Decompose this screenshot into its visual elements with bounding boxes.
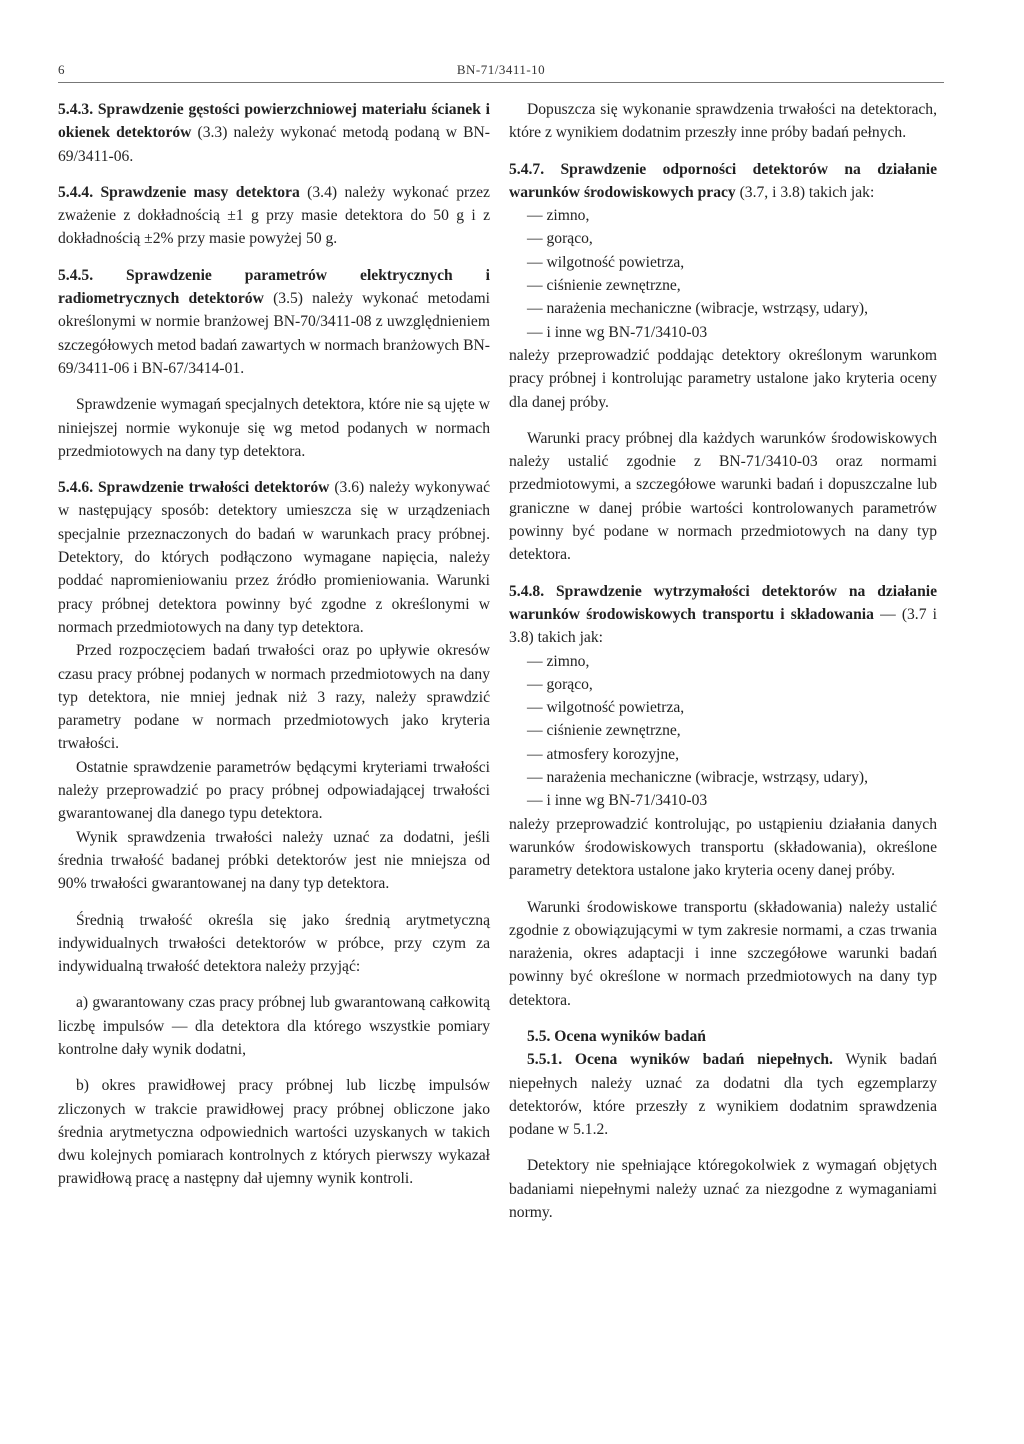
paragraph: należy przeprowadzić poddając detektory określonym warunkom pracy próbnej i kontrolując parametry ustalone jako kryteria oceny dla danej próby. <box>509 346 937 411</box>
list-item: — narażenia mechaniczne (wibracje, wstrząsy, udary), <box>527 300 869 318</box>
list-item-a: a) gwarantowany czas pracy próbnej lub gwarantowaną całkowitą liczbę impulsów — dla detektora dla którego wszystkie pomiary kontrolne dały wynik dodatni, <box>58 994 490 1058</box>
section-heading: 5.4.8. Sprawdzenie wytrzymałości detektorów na działanie warunków środowiskowych transportu i składowania <box>509 582 937 623</box>
section-heading: 5.4.5. Sprawdzenie parametrów elektrycznych i radiometrycznych detektorów <box>58 266 490 308</box>
section-text: — (3.7 i 3.8) takich jak: <box>509 605 937 647</box>
section-5-4-6 <box>58 476 490 639</box>
paragraph: Warunki środowiskowe transportu (składowania) należy ustalić zgodnie z obowiązującymi w tym zakresie normami, a czas trwania narażenia, okres adaptacji i inne szczegółowe warunki badań powinny być określone w normach przedmiotowych na dany typ detektora. <box>509 898 937 1009</box>
section-heading: 5.4.7. Sprawdzenie odporności detektorów na działanie warunków środowiskowych pracy <box>509 160 937 201</box>
page-header <box>58 62 944 83</box>
section-heading: 5.4.6. Sprawdzenie trwałości detektorów <box>58 479 330 497</box>
paragraph: Wynik sprawdzenia trwałości należy uznać za dodatni, jeśli średnia trwałość badanej próbki detektorów jest nie mniejsza od 90% trwałości gwarantowanej na dany typ detektora. <box>58 828 490 893</box>
list-item: — i inne wg BN-71/3410-03 <box>527 323 708 341</box>
section-heading: 5.5.1. Ocena wyników badań niepełnych. <box>527 1051 833 1069</box>
list-item: — wilgotność powietrza, <box>527 253 685 271</box>
list-item: — gorąco, <box>527 230 593 248</box>
section-5-4-4 <box>58 181 490 251</box>
section-5-4-3 <box>58 98 490 168</box>
list-item-b: b) okres prawidłowej pracy próbnej lub liczbę impulsów zliczonych w trakcie prawidłowej pracy próbnej obliczone jako średnia arytmetyczna odpowiednich wartości uzyskanych w takich dwu kolejnych pomiarach kontrolnych z których pierwszy wykazał prawidłową pracę a następny dał ujemny wynik kontroli. <box>58 1077 490 1188</box>
section-5-5-heading: 5.5. Ocena wyników badań <box>527 1027 706 1045</box>
section-text: Wynik badań niepełnych należy uznać za dodatni dla tych egzemplarzy detektorów, które przeszły z wynikiem dodatnim sprawdzenia podane w 5.1.2. <box>509 1051 937 1139</box>
list-item: — gorąco, <box>527 675 593 693</box>
section-text: (3.7, i 3.8) takich jak: <box>735 183 875 201</box>
section-5-5-1 <box>509 1048 937 1141</box>
list-item: — ciśnienie zewnętrzne, <box>527 277 681 295</box>
list-item: — zimno, <box>527 207 590 225</box>
paragraph: Dopuszcza się wykonanie sprawdzenia trwałości na detektorach, które z wynikiem dodatnim przeszły inne próby badań pełnych. <box>509 101 937 142</box>
left-column <box>58 98 490 1204</box>
section-5-4-5 <box>58 264 490 380</box>
right-column <box>509 98 937 1237</box>
list-item: — ciśnienie zewnętrzne, <box>527 722 681 740</box>
section-text: (3.5) należy wykonać metodami określonymi w normie branżowej BN-70/3411-08 z uwzględnieniem szczegółowych metod badań zawartych w normach branżowych BN-69/3411-06 i BN-67/3414-01. <box>58 290 490 377</box>
section-text: (3.3) należy wykonać metodą podaną w BN-69/3411-06. <box>58 124 490 165</box>
paragraph: Detektory nie spełniające któregokolwiek z wymagań objętych badaniami niepełnymi należy uznać za niezgodne z wymaganiami normy. <box>509 1157 937 1222</box>
section-heading: 5.4.4. Sprawdzenie masy detektora <box>58 183 300 201</box>
section-5-4-7 <box>509 158 937 205</box>
list-item: — i inne wg BN-71/3410-03 <box>527 792 708 810</box>
section-text: (3.6) należy wykonywać w następujący sposób: detektory umieszcza się w urządzeniach specjalnie przeznaczonych do badań w warunkach pracy próbnej. Detektory, do których podłączono wymagane napięcia, należy poddać napromieniowaniu przez źródło promieniowania. Warunki pracy próbnej detektora powinny być zgodne z określonymi w normach przedmiotowych na dany typ detektora. <box>58 479 490 636</box>
paragraph: Przed rozpoczęciem badań trwałości oraz po upływie okresów czasu pracy próbnej podanych w normach przedmiotowych na dany typ detektora, nie mniej jednak niż 3 razy, należy sprawdzić parametry podane w normach przedmiotowych jako kryteria trwałości. <box>58 642 490 753</box>
paragraph: należy przeprowadzić kontrolując, po ustąpieniu działania danych warunków środowiskowych transportu (składowania), określone parametry detektora ustalone jako kryteria oceny danej próby. <box>509 815 937 880</box>
list-item: — narażenia mechaniczne (wibracje, wstrząsy, udary), <box>527 769 869 787</box>
document-code: BN-71/3411-10 <box>456 62 546 77</box>
section-5-4-8 <box>509 580 937 650</box>
paragraph: Warunki pracy próbnej dla każdych warunków środowiskowych należy ustalić zgodnie z BN-71/3410-03 oraz normami przedmiotowymi, a szczegółowe warunki badań i dopuszczalne lub graniczne w danej próbie wartości kontrolowanych parametrów powinny być podane w normach przedmiotowych na dany typ detektora. <box>509 429 937 564</box>
section-text: (3.4) należy wykonać przez zważenie z dokładnością ±1 g przy masie detektora do 50 g i z dokładnością ±2% przy masie powyżej 50 g. <box>58 183 490 248</box>
list-item: — zimno, <box>527 652 590 670</box>
paragraph: Ostatnie sprawdzenie parametrów będącymi kryteriami trwałości należy przeprowadzić po pracy próbnej odpowiadającej trwałości gwarantowanej dla danego typu detektora. <box>58 758 490 823</box>
section-heading: 5.4.3. Sprawdzenie gęstości powierzchniowej materiału ścianek i okienek detektorów <box>58 101 490 142</box>
page-number: 6 <box>58 62 65 77</box>
paragraph: Średnią trwałość określa się jako średnią arytmetyczną indywidualnych trwałości detektorów w próbce, przy czym za indywidualną trwałość detektora należy przyjąć: <box>58 911 490 976</box>
list-item: — wilgotność powietrza, <box>527 699 685 717</box>
paragraph: Sprawdzenie wymagań specjalnych detektora, które nie są ujęte w niniejszej normie wykonuje się wg metod podanych w normach przedmiotowych na dany typ detektora. <box>58 396 490 460</box>
list-item: — atmosfery korozyjne, <box>527 745 679 763</box>
